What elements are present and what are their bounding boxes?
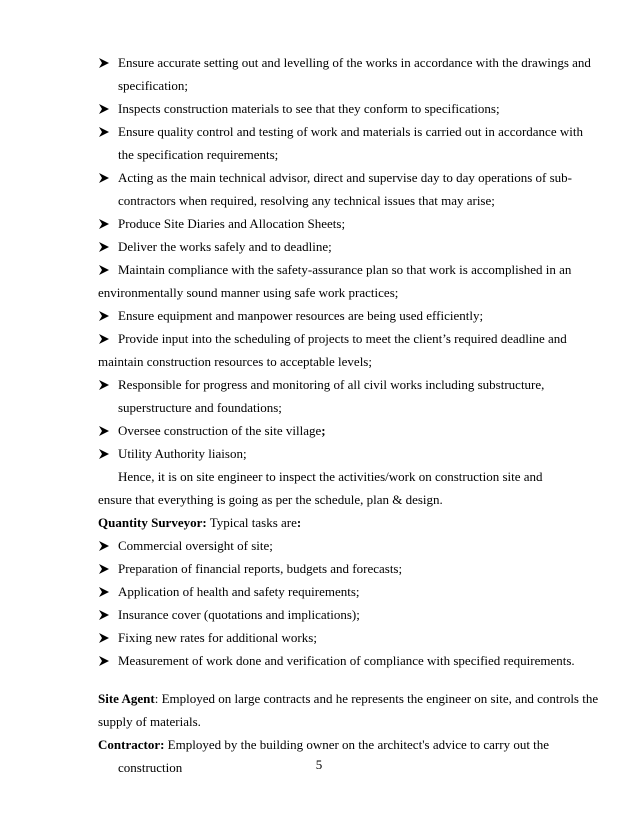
site-agent-line2: supply of materials. — [98, 714, 201, 729]
list-item-continuation: contractors when required, resolving any technical issues that may arise; — [118, 193, 495, 208]
arrow-bullet-icon — [98, 126, 110, 140]
list-item-text: Deliver the works safely and to deadline; — [118, 239, 332, 254]
hence-paragraph-line2: ensure that everything is going as per the schedule, plan & design. — [98, 492, 443, 507]
qs-heading-colon: : — [296, 515, 302, 530]
site-agent-heading: Site Agent — [98, 691, 155, 706]
site-agent-paragraph — [98, 691, 598, 707]
contractor-paragraph — [98, 737, 549, 753]
list-item-text: Ensure equipment and manpower resources are being used efficiently; — [118, 308, 484, 323]
list-item-text: Ensure accurate setting out and levelling of the works in accordance with the drawings and — [118, 55, 591, 70]
arrow-bullet-icon — [98, 448, 110, 462]
list-item-text: Application of health and safety requirements; — [118, 584, 360, 599]
arrow-bullet-icon — [98, 586, 110, 600]
bold-semicolon: ; — [321, 423, 326, 438]
hence-paragraph-line1: Hence, it is on site engineer to inspect the activities/work on construction site and — [118, 469, 543, 484]
arrow-bullet-icon — [98, 563, 110, 577]
list-item-text-main: Oversee construction of the site village — [118, 423, 322, 438]
list-item-text: Produce Site Diaries and Allocation Sheets; — [118, 216, 346, 231]
arrow-bullet-icon — [98, 425, 110, 439]
list-item-text: Provide input into the scheduling of projects to meet the client’s required deadline and — [118, 331, 567, 346]
arrow-bullet-icon — [98, 310, 110, 324]
quantity-surveyor-heading — [98, 515, 301, 531]
contractor-text: Employed by the building owner on the architect's advice to carry out the — [164, 737, 550, 752]
page-number: 5 — [315, 757, 323, 772]
list-item-text: Insurance cover (quotations and implications); — [118, 607, 360, 622]
list-item-text — [118, 423, 326, 439]
arrow-bullet-icon — [98, 632, 110, 646]
qs-heading-label: Quantity Surveyor: — [98, 515, 207, 530]
site-agent-text: : Employed on large contracts and he represents the engineer on site, and controls the — [154, 691, 599, 706]
list-item-text: Inspects construction materials to see that they conform to specifications; — [118, 101, 500, 116]
list-item-text: Responsible for progress and monitoring of all civil works including substructure, — [118, 377, 545, 392]
list-item-continuation: specification; — [118, 78, 189, 93]
qs-heading-text: Typical tasks are — [206, 515, 297, 530]
list-item-text: Acting as the main technical advisor, direct and supervise day to day operations of sub- — [118, 170, 572, 185]
list-item-text: Maintain compliance with the safety-assurance plan so that work is accomplished in an — [118, 262, 572, 277]
arrow-bullet-icon — [98, 57, 110, 71]
arrow-bullet-icon — [98, 609, 110, 623]
list-item-continuation: environmentally sound manner using safe work practices; — [98, 285, 399, 300]
list-item-continuation: superstructure and foundations; — [118, 400, 282, 415]
arrow-bullet-icon — [98, 218, 110, 232]
arrow-bullet-icon — [98, 333, 110, 347]
list-item-text: Measurement of work done and verification of compliance with specified requirements. — [118, 653, 575, 668]
list-item-text: Fixing new rates for additional works; — [118, 630, 317, 645]
list-item-text: Commercial oversight of site; — [118, 538, 273, 553]
list-item-continuation: maintain construction resources to acceptable levels; — [98, 354, 372, 369]
list-item-text: Utility Authority liaison; — [118, 446, 247, 461]
arrow-bullet-icon — [98, 103, 110, 117]
arrow-bullet-icon — [98, 241, 110, 255]
list-item-continuation: the specification requirements; — [118, 147, 279, 162]
list-item-text: Ensure quality control and testing of work and materials is carried out in accordance with — [118, 124, 583, 139]
arrow-bullet-icon — [98, 172, 110, 186]
contractor-line2: construction — [118, 760, 183, 775]
arrow-bullet-icon — [98, 379, 110, 393]
arrow-bullet-icon — [98, 655, 110, 669]
arrow-bullet-icon — [98, 264, 110, 278]
arrow-bullet-icon — [98, 540, 110, 554]
contractor-heading: Contractor: — [98, 737, 165, 752]
list-item-text: Preparation of financial reports, budgets and forecasts; — [118, 561, 403, 576]
